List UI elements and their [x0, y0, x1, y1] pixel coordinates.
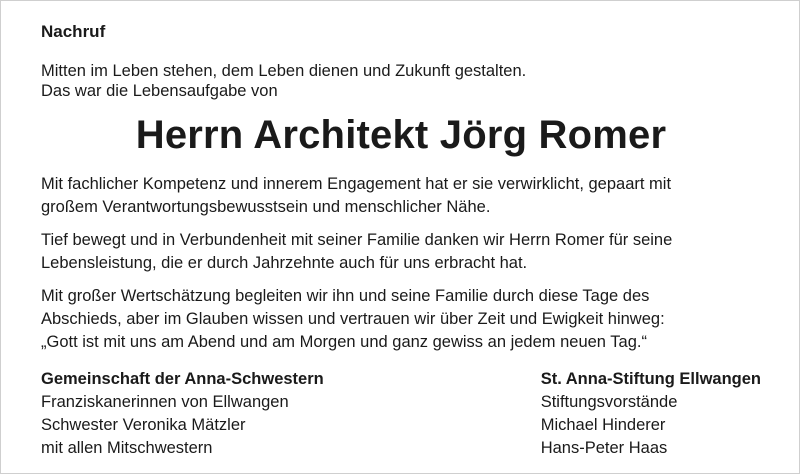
signature-line: Stiftungsvorstände	[540, 393, 678, 411]
signature-line: mit allen Mitschwestern	[41, 439, 213, 457]
signatures	[41, 368, 761, 460]
signature-org: Gemeinschaft der Anna-Schwestern	[41, 370, 324, 388]
intro-text	[41, 61, 761, 101]
signature-left	[41, 368, 324, 460]
paragraph-line: Abschieds, aber im Glauben wissen und vertrauen wir über Zeit und Ewigkeit hinweg:	[41, 310, 665, 328]
paragraph-line: Mit fachlicher Kompetenz und innerem Engagement hat er sie verwirklicht, gepaart mit	[41, 175, 672, 193]
paragraph-line: großem Verantwortungsbewusstsein und menschlicher Nähe.	[41, 198, 491, 216]
paragraph-line: Lebensleistung, die er durch Jahrzehnte auch für uns erbracht hat.	[41, 254, 528, 272]
signature-line: Michael Hinderer	[540, 416, 666, 434]
paragraph-line: Tief bewegt und in Verbundenheit mit seiner Familie danken wir Herrn Romer für seine	[41, 231, 673, 249]
paragraph-3	[41, 285, 761, 354]
paragraph-line: Mit großer Wertschätzung begleiten wir ihn und seine Familie durch diese Tage des	[41, 287, 650, 305]
notice-heading: Nachruf	[41, 22, 106, 41]
intro-line: Das war die Lebensaufgabe von	[41, 82, 278, 100]
deceased-name: Herrn Architekt Jörg Romer	[135, 113, 667, 157]
paragraph-line: „Gott ist mit uns am Abend und am Morgen und ganz gewiss an jedem neuen Tag.“	[41, 333, 647, 351]
intro-line: Mitten im Leben stehen, dem Leben dienen und Zukunft gestalten.	[41, 62, 527, 80]
paragraph-1	[41, 173, 761, 219]
signature-line: Hans-Peter Haas	[540, 439, 668, 457]
notice-content	[41, 21, 761, 460]
signature-line: Franziskanerinnen von Ellwangen	[41, 393, 289, 411]
signature-line: Schwester Veronika Mätzler	[41, 416, 246, 434]
signature-org: St. Anna-Stiftung Ellwangen	[540, 370, 761, 388]
signature-right	[541, 368, 761, 460]
paragraph-2	[41, 229, 761, 275]
